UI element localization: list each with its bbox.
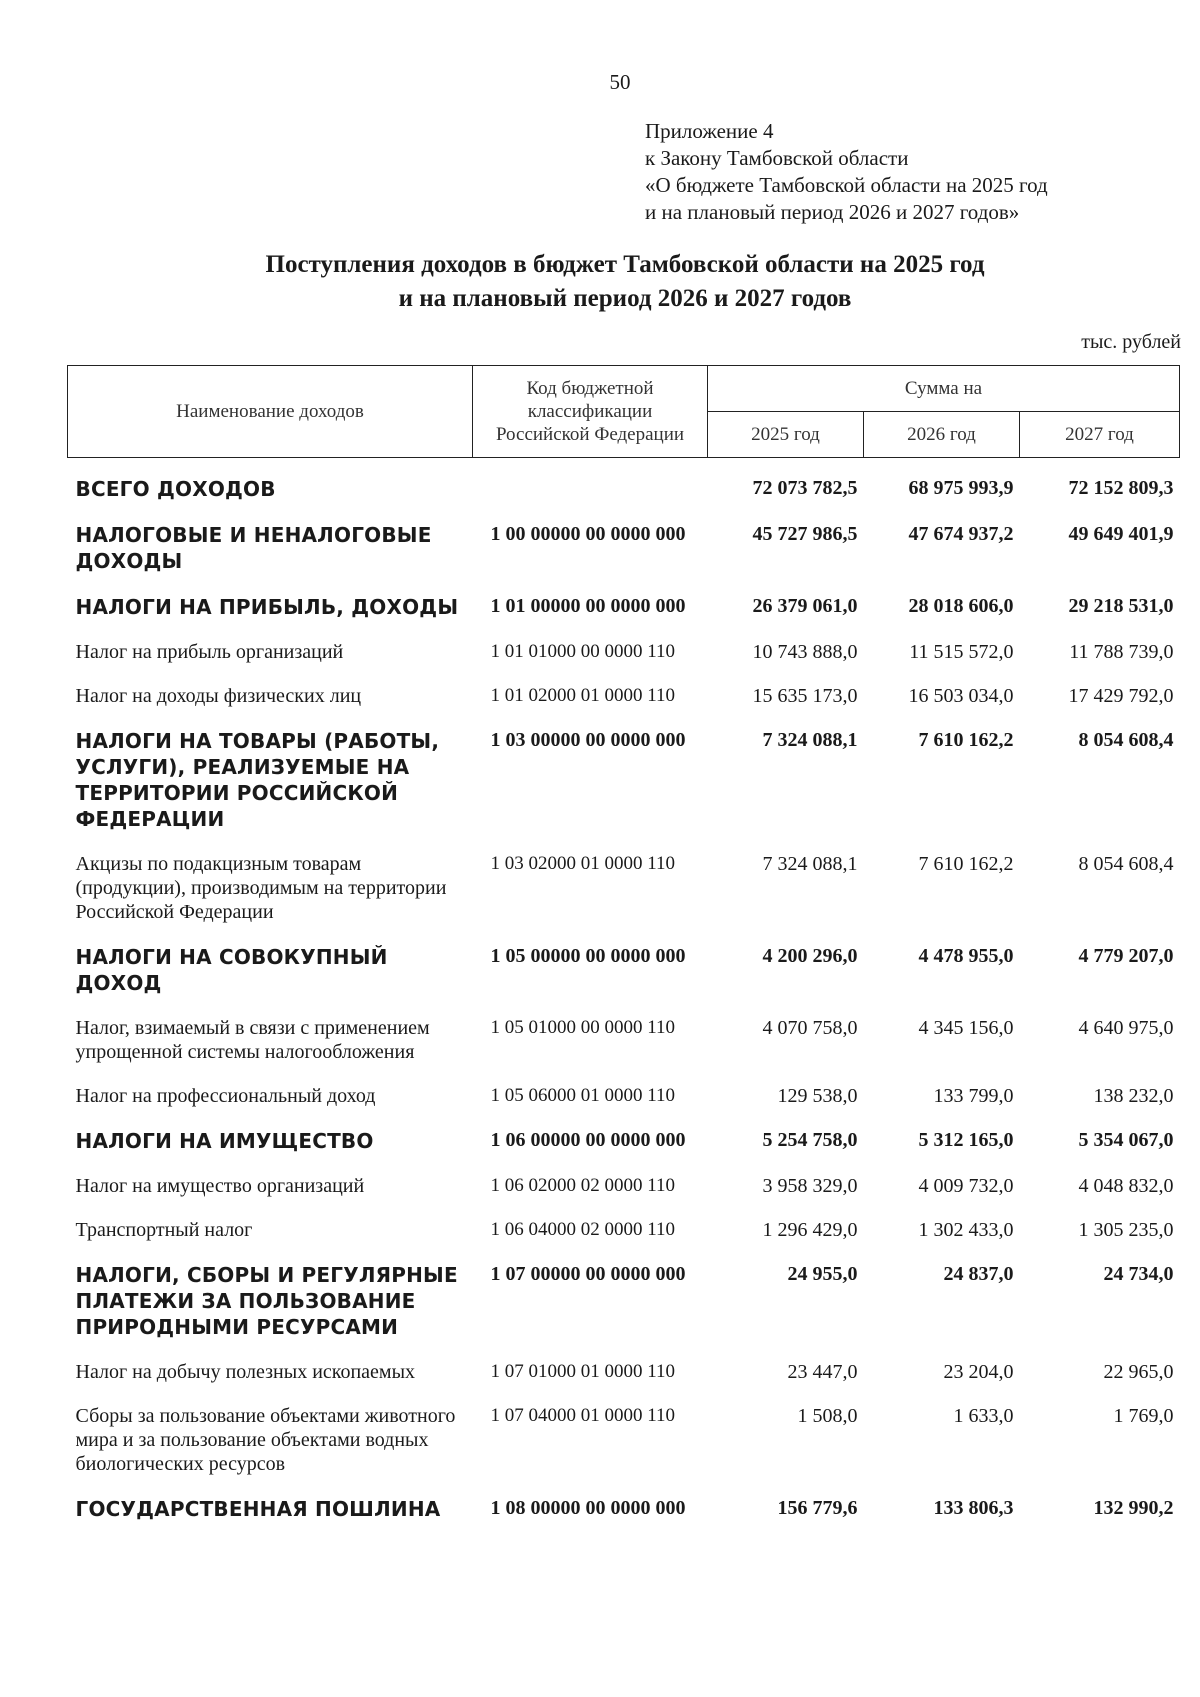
- document-title: [0, 248, 1200, 316]
- header-code-line: Код бюджетной: [526, 378, 654, 399]
- page-number: 50: [609, 70, 631, 94]
- amount-2026-cell: 133 806,3: [933, 1497, 1014, 1519]
- amount-2025-cell: 10 743 888,0: [752, 641, 858, 663]
- units-label: тыс. рублей: [1081, 331, 1181, 353]
- document-title-line: и на плановый период 2026 и 2027 годов: [398, 285, 852, 312]
- budget-code-cell: 1 08 00000 00 0000 000: [490, 1497, 686, 1519]
- income-table: [67, 365, 1180, 1530]
- income-name-cell: Акцизы по подакцизным товарам (продукции), производимым на территории Российской Федерации: [75, 853, 447, 923]
- budget-code-cell: [473, 458, 708, 511]
- amount-2027-cell: 72 152 809,3: [1068, 477, 1174, 499]
- amount-2026-cell: 1 633,0: [953, 1405, 1014, 1427]
- amount-2025-cell: 23 447,0: [787, 1361, 858, 1383]
- amount-2027-cell: 8 054 608,4: [1078, 853, 1174, 875]
- amount-2026-cell: 1 302 433,0: [918, 1219, 1014, 1241]
- table-row: [68, 1116, 1180, 1162]
- amount-2027-cell: 1 769,0: [1113, 1405, 1174, 1427]
- income-name-cell: ВСЕГО ДОХОДОВ: [75, 477, 276, 501]
- amount-2027-cell: 132 990,2: [1093, 1497, 1174, 1519]
- amount-2025-cell: 1 296 429,0: [762, 1219, 858, 1241]
- table-row: [68, 1484, 1180, 1530]
- amount-2027-cell: 8 054 608,4: [1078, 729, 1174, 751]
- amount-2027-cell: 49 649 401,9: [1068, 523, 1174, 545]
- appendix-line: к Закону Тамбовской области: [645, 146, 909, 170]
- amount-2027-cell: 4 048 832,0: [1078, 1175, 1174, 1197]
- table-body: [68, 458, 1180, 1531]
- appendix-line: Приложение 4: [645, 119, 774, 143]
- amount-2027-cell: 4 779 207,0: [1078, 945, 1174, 967]
- amount-2027-cell: 1 305 235,0: [1078, 1219, 1174, 1241]
- amount-2025-cell: 45 727 986,5: [752, 523, 858, 545]
- income-name-cell: Налог на добычу полезных ископаемых: [75, 1361, 416, 1383]
- amount-2027-cell: 4 640 975,0: [1078, 1017, 1174, 1039]
- budget-code-cell: 1 00 00000 00 0000 000: [490, 523, 686, 545]
- income-name-cell: Налог на прибыль организаций: [75, 641, 344, 663]
- amount-2026-cell: 28 018 606,0: [908, 595, 1014, 617]
- income-name-cell: Транспортный налог: [75, 1219, 253, 1241]
- amount-2025-cell: 26 379 061,0: [752, 595, 858, 617]
- table-row: [68, 932, 1180, 1004]
- budget-code-cell: 1 07 00000 00 0000 000: [490, 1263, 686, 1285]
- income-name-cell: НАЛОГИ НА СОВОКУПНЫЙ ДОХОД: [75, 945, 388, 995]
- amount-2027-cell: 22 965,0: [1103, 1361, 1174, 1383]
- amount-2026-cell: 11 515 572,0: [909, 641, 1014, 663]
- budget-code-cell: 1 06 00000 00 0000 000: [490, 1129, 686, 1151]
- amount-2027-cell: 5 354 067,0: [1078, 1129, 1174, 1151]
- amount-2027-cell: 24 734,0: [1103, 1263, 1174, 1285]
- table-row: [68, 1206, 1180, 1250]
- amount-2026-cell: 16 503 034,0: [908, 685, 1014, 707]
- amount-2025-cell: 7 324 088,1: [762, 853, 858, 875]
- header-year-2026: 2026 год: [864, 412, 1020, 458]
- amount-2025-cell: 72 073 782,5: [752, 477, 858, 499]
- amount-2025-cell: 1 508,0: [797, 1405, 858, 1427]
- income-name-cell: НАЛОГИ НА ТОВАРЫ (РАБОТЫ, УСЛУГИ), РЕАЛИЗУЕМЫЕ НА ТЕРРИТОРИИ РОССИЙСКОЙ ФЕДЕРАЦИИ: [75, 729, 440, 831]
- income-name-cell: Налог на доходы физических лиц: [75, 685, 362, 707]
- amount-2025-cell: 24 955,0: [787, 1263, 858, 1285]
- budget-code-cell: 1 06 04000 02 0000 110: [490, 1219, 676, 1240]
- table-row: [68, 510, 1180, 582]
- income-name-cell: Сборы за пользование объектами животного мира и за пользование объектами водных биологических ресурсов: [75, 1405, 456, 1475]
- budget-code-cell: 1 01 01000 00 0000 110: [490, 641, 676, 662]
- amount-2025-cell: 3 958 329,0: [762, 1175, 858, 1197]
- table-row: [68, 1162, 1180, 1206]
- table-row: [68, 582, 1180, 628]
- table-row: [68, 840, 1180, 932]
- budget-code-cell: 1 05 01000 00 0000 110: [490, 1017, 676, 1038]
- table-row: [68, 1250, 1180, 1348]
- amount-2025-cell: 4 070 758,0: [762, 1017, 858, 1039]
- income-name-cell: Налог на профессиональный доход: [75, 1085, 376, 1107]
- header-name: Наименование доходов: [68, 366, 473, 458]
- income-name-cell: НАЛОГИ, СБОРЫ И РЕГУЛЯРНЫЕ ПЛАТЕЖИ ЗА ПОЛЬЗОВАНИЕ ПРИРОДНЫМИ РЕСУРСАМИ: [75, 1263, 458, 1339]
- amount-2026-cell: 23 204,0: [943, 1361, 1014, 1383]
- table-row: [68, 1348, 1180, 1392]
- income-name-cell: НАЛОГИ НА ИМУЩЕСТВО: [75, 1129, 374, 1153]
- amount-2026-cell: 24 837,0: [943, 1263, 1014, 1285]
- budget-code-cell: 1 03 02000 01 0000 110: [490, 853, 676, 874]
- amount-2025-cell: 129 538,0: [777, 1085, 858, 1107]
- budget-code-cell: 1 03 00000 00 0000 000: [490, 729, 686, 751]
- amount-2026-cell: 4 345 156,0: [918, 1017, 1014, 1039]
- amount-2026-cell: 7 610 162,2: [918, 729, 1014, 751]
- amount-2027-cell: 29 218 531,0: [1068, 595, 1174, 617]
- budget-code-cell: 1 05 06000 01 0000 110: [490, 1085, 676, 1106]
- header-year-2027: 2027 год: [1020, 412, 1180, 458]
- table-header: [68, 366, 1180, 458]
- amount-2026-cell: 68 975 993,9: [908, 477, 1014, 499]
- amount-2025-cell: 5 254 758,0: [762, 1129, 858, 1151]
- appendix-line: «О бюджете Тамбовской области на 2025 год: [645, 173, 1048, 197]
- amount-2027-cell: 11 788 739,0: [1069, 641, 1174, 663]
- budget-code-cell: 1 01 00000 00 0000 000: [490, 595, 686, 617]
- table-row: [68, 672, 1180, 716]
- income-name-cell: НАЛОГИ НА ПРИБЫЛЬ, ДОХОДЫ: [75, 595, 459, 619]
- amount-2026-cell: 5 312 165,0: [918, 1129, 1014, 1151]
- table-row: [68, 1392, 1180, 1484]
- amount-2026-cell: 133 799,0: [933, 1085, 1014, 1107]
- budget-code-cell: 1 05 00000 00 0000 000: [490, 945, 686, 967]
- amount-2026-cell: 4 478 955,0: [918, 945, 1014, 967]
- income-name-cell: Налог, взимаемый в связи с применением упрощенной системы налогообложения: [75, 1017, 430, 1063]
- document-title-line: Поступления доходов в бюджет Тамбовской области на 2025 год: [265, 251, 985, 278]
- amount-2025-cell: 15 635 173,0: [752, 685, 858, 707]
- income-name-cell: НАЛОГОВЫЕ И НЕНАЛОГОВЫЕ ДОХОДЫ: [75, 523, 432, 573]
- table-row: [68, 458, 1180, 511]
- income-name-cell: Налог на имущество организаций: [75, 1175, 365, 1197]
- header-code-line: Российской Федерации: [495, 424, 685, 445]
- amount-2026-cell: 4 009 732,0: [918, 1175, 1014, 1197]
- header-sum-on: Сумма на: [708, 366, 1180, 412]
- appendix-reference: [645, 118, 1048, 226]
- table-row: [68, 628, 1180, 672]
- table-row: [68, 716, 1180, 840]
- amount-2025-cell: 7 324 088,1: [762, 729, 858, 751]
- amount-2027-cell: 17 429 792,0: [1068, 685, 1174, 707]
- appendix-line: и на плановый период 2026 и 2027 годов»: [645, 200, 1020, 224]
- amount-2027-cell: 138 232,0: [1093, 1085, 1174, 1107]
- table-row: [68, 1072, 1180, 1116]
- header-code-line: классификации: [527, 401, 653, 422]
- header-code: [473, 366, 708, 458]
- budget-code-cell: 1 07 01000 01 0000 110: [490, 1361, 676, 1382]
- amount-2025-cell: 156 779,6: [777, 1497, 858, 1519]
- income-name-cell: ГОСУДАРСТВЕННАЯ ПОШЛИНА: [75, 1497, 441, 1521]
- header-year-2025: 2025 год: [708, 412, 864, 458]
- budget-code-cell: 1 01 02000 01 0000 110: [490, 685, 676, 706]
- amount-2026-cell: 47 674 937,2: [908, 523, 1014, 545]
- budget-code-cell: 1 06 02000 02 0000 110: [490, 1175, 676, 1196]
- amount-2025-cell: 4 200 296,0: [762, 945, 858, 967]
- table-row: [68, 1004, 1180, 1072]
- amount-2026-cell: 7 610 162,2: [918, 853, 1014, 875]
- budget-code-cell: 1 07 04000 01 0000 110: [490, 1405, 676, 1426]
